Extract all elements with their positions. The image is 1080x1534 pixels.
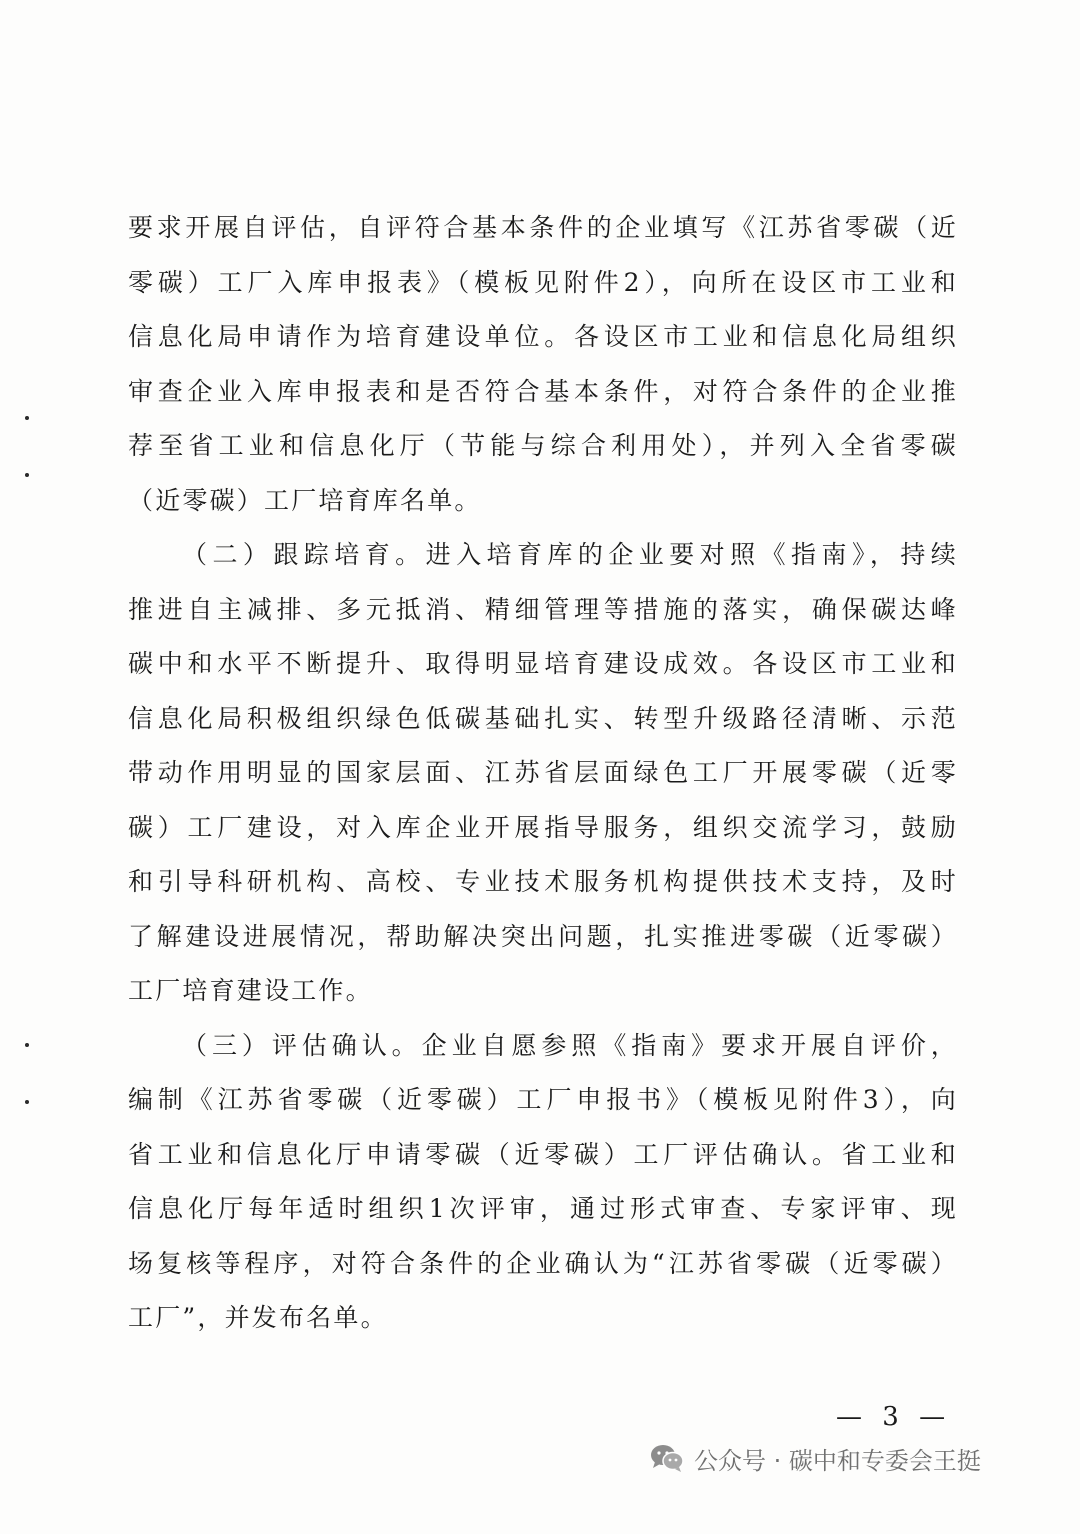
text-line: 信息化局积极组织绿色低碳基础扎实、转型升级路径清晰、示范 xyxy=(128,703,958,733)
text-line: 编制《江苏省零碳（近零碳）工厂申报书》（模板见附件3），向 xyxy=(128,1085,958,1114)
text-line: 要求开展自评估，自评符合基本条件的企业填写《江苏省零碳（近 xyxy=(128,213,958,242)
paragraph-evaluation-confirmation xyxy=(128,1019,958,1346)
text-line: 了解建设进展情况，帮助解决突出问题，扎实推进零碳（近零碳） xyxy=(128,921,958,951)
text-line: 工厂”，并发布名单。 xyxy=(128,1303,388,1332)
text-line: 工厂培育建设工作。 xyxy=(128,976,373,1005)
binding-mark xyxy=(25,1100,29,1104)
text-line: 零碳）工厂入库申报表》（模板见附件2），向所在设区市工业和 xyxy=(128,267,958,297)
paragraph-tracking-cultivation xyxy=(128,528,958,1019)
text-line: 省工业和信息化厅申请零碳（近零碳）工厂评估确认。省工业和 xyxy=(128,1139,958,1169)
watermark-text: 公众号 · 碳中和专委会王挺 xyxy=(694,1446,981,1475)
binding-mark xyxy=(25,1043,29,1047)
text-line: 审查企业入库申报表和是否符合基本条件，对符合条件的企业推 xyxy=(128,376,958,406)
section-heading-line: （三）评估确认。企业自愿参照《指南》要求开展自评价， xyxy=(182,1030,958,1060)
text-line: 信息化局申请作为培育建设单位。各设区市工业和信息化局组织 xyxy=(128,322,958,351)
text-line: 和引导科研机构、高校、专业技术服务机构提供技术支持，及时 xyxy=(128,867,958,896)
paragraph-application xyxy=(128,201,958,528)
text-line: 碳中和水平不断提升、取得明显培育建设成效。各设区市工业和 xyxy=(128,649,958,678)
binding-mark xyxy=(25,416,29,420)
text-line: 场复核等程序，对符合条件的企业确认为“江苏省零碳（近零碳） xyxy=(128,1248,958,1278)
section-heading-line: （二）跟踪培育。进入培育库的企业要对照《指南》，持续 xyxy=(182,540,958,569)
wechat-icon xyxy=(650,1443,684,1473)
text-line: 碳）工厂建设，对入库企业开展指导服务，组织交流学习，鼓励 xyxy=(128,812,958,842)
text-line: 荐至省工业和信息化厅（节能与综合利用处），并列入全省零碳 xyxy=(128,431,958,460)
page-number: — 3 — xyxy=(836,1402,952,1432)
text-line: 带动作用明显的国家层面、江苏省层面绿色工厂开展零碳（近零 xyxy=(128,758,958,787)
watermark xyxy=(650,1436,981,1480)
binding-mark xyxy=(25,473,29,477)
text-line: （近零碳）工厂培育库名单。 xyxy=(128,485,482,515)
document-body xyxy=(128,201,958,1346)
text-line: 信息化厅每年适时组织1次评审，通过形式审查、专家评审、现 xyxy=(128,1194,958,1223)
text-line: 推进自主减排、多元抵消、精细管理等措施的落实，确保碳达峰 xyxy=(128,594,958,624)
